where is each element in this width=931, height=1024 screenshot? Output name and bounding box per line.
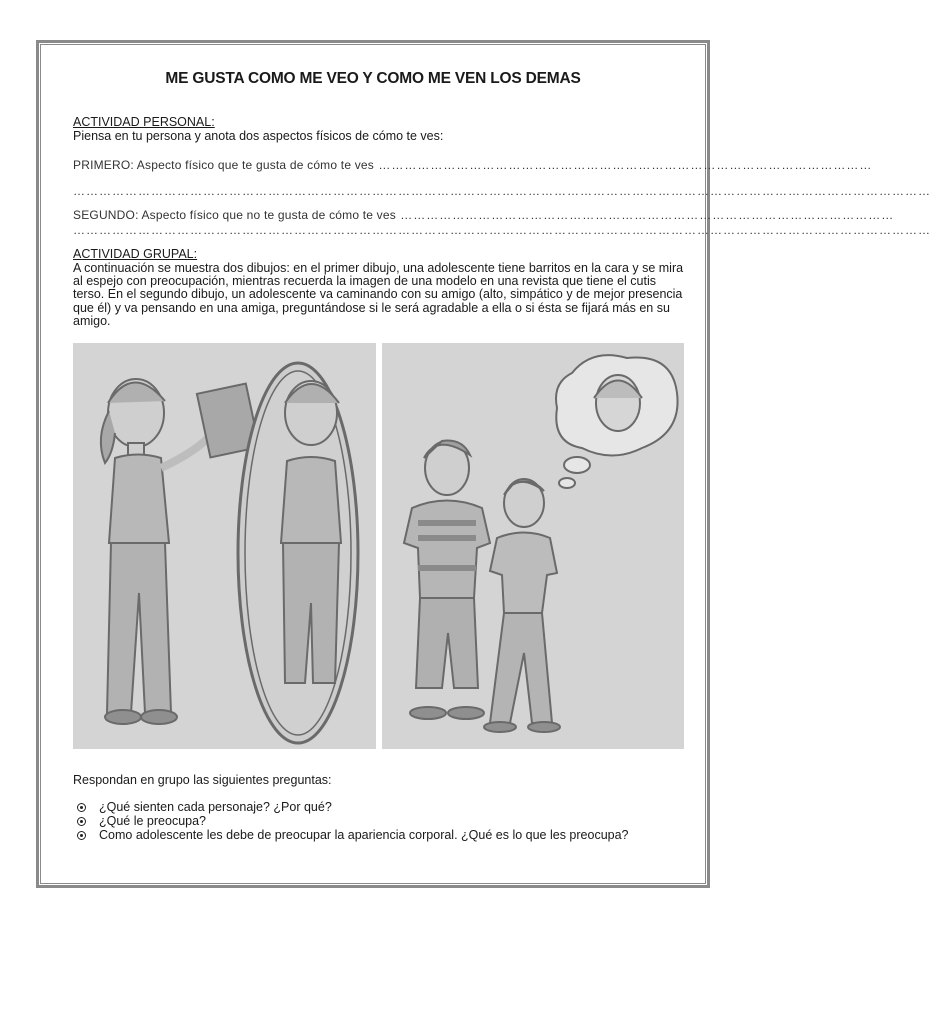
girl-mirror-drawing (73, 343, 376, 749)
group-activity-description: A continuación se muestra dos dibujos: en el primer dibujo, una adolescente tiene barritos en la cara y se mira al espejo con preocupación, mientras recuerda la imagen de una modelo en una revista que tiene el cutis terso. En el segundo dibujo, un adolescente va caminando con su amigo (alto, simpático y de mejor presencia que él) y va pensando en una amiga, preguntándose si le será agradable a ella o si ésta se fijará más en su amigo. (73, 261, 684, 328)
group-activity-heading: ACTIVIDAD GRUPAL: (73, 247, 198, 261)
personal-activity-heading: ACTIVIDAD PERSONAL: (73, 115, 215, 129)
bullet-icon (77, 817, 86, 826)
primero-label: PRIMERO: Aspecto físico que te gusta de cómo te ves (73, 158, 375, 172)
bullet-icon (77, 831, 86, 840)
segundo-label: SEGUNDO: Aspecto físico que no te gusta de cómo te ves (73, 208, 396, 222)
questions-intro: Respondan en grupo las siguientes preguntas: (73, 773, 332, 787)
segundo-answer-line[interactable]: SEGUNDO: Aspecto físico que no te gusta de cómo te ves …………………………………………………………………………………………………… (73, 208, 895, 222)
question-text: ¿Qué sienten cada personaje? ¿Por qué? (99, 800, 332, 814)
question-text: ¿Qué le preocupa? (99, 814, 207, 828)
personal-activity-intro: Piensa en tu persona y anota dos aspectos físicos de cómo te ves: (73, 129, 444, 143)
question-item (77, 800, 629, 814)
page-title: ME GUSTA COMO ME VEO Y COMO ME VEN LOS DEMAS (165, 70, 581, 87)
primero-answer-line[interactable]: PRIMERO: Aspecto físico que te gusta de cómo te ves …………………………………………………………………………………………………… (73, 158, 873, 172)
boys-walking-drawing (382, 343, 684, 749)
questions-list (77, 800, 629, 842)
bullet-icon (77, 803, 86, 812)
illustration-girl-mirror (73, 343, 376, 749)
question-item (77, 828, 629, 842)
primero-answer-line-2[interactable]: ……………………………………………………………………………………………………………………………………………………………………………… (73, 184, 931, 198)
illustration-boys-walking (382, 343, 684, 749)
question-item (77, 814, 629, 828)
question-text: Como adolescente les debe de preocupar la apariencia corporal. ¿Qué es lo que les preocupa? (99, 828, 629, 842)
segundo-answer-line-2[interactable]: ……………………………………………………………………………………………………………………………………………………………………………… (73, 223, 931, 237)
